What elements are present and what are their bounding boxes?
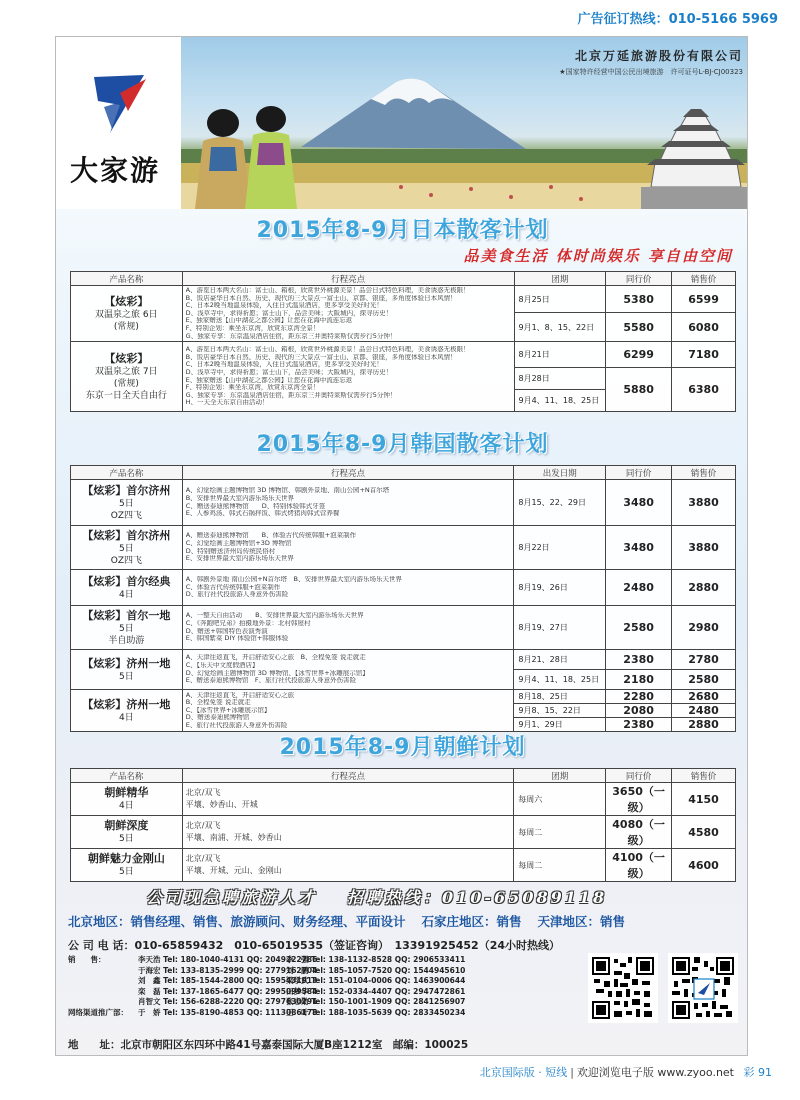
qr-code-icon	[670, 955, 736, 1021]
product-title: 【炫彩】济州一地	[82, 697, 171, 711]
route-line: 北京/双飞	[185, 788, 221, 797]
column-header: 行程亮点	[182, 466, 514, 480]
highlight-line: A、天津往返直飞，开启舒适安心之旅 B、全程免签 说走就走	[185, 654, 366, 662]
departure-date: 每周六	[514, 783, 606, 816]
product-title: 【炫彩】首尔济州	[82, 483, 171, 497]
license-number: ★国家特许经营中国公民出境旅游 许可证号L-BJ-CJ00323	[559, 68, 743, 76]
highlights-cell	[182, 690, 514, 732]
highlight-line: B、饭店豪华日本自然、历史、现代的三大景点一富士山、京都、银座，多角度体验日本风情！	[185, 294, 457, 302]
product-title: 【炫彩】首尔经典	[82, 574, 171, 588]
dprk-section-title: 2015年8-9月朝鲜计划	[279, 735, 526, 760]
departure-date: 9月4、11、18、25日	[514, 670, 606, 690]
highlights-cell	[182, 526, 514, 570]
highlight-line: A、幻觉绘画主题博物馆 3D 博物馆、韩剧外景地、南山公园+N首尔塔	[185, 487, 390, 495]
qr-code-icon	[590, 955, 656, 1021]
table-row	[71, 849, 736, 882]
column-header: 行程亮点	[182, 769, 514, 783]
table-header-row	[71, 769, 736, 783]
highlight-line: E、赠送泰迪熊博物馆 F、旅行社代投旅游人身意外伤害险	[185, 677, 357, 685]
sale-price: 2880	[672, 718, 736, 732]
departure-date: 8月21、28日	[514, 650, 606, 670]
sale-price: 6080	[672, 313, 736, 342]
contact-entry: 王 叶 Tel: 188-1035-5639 QQ: 2833450234	[286, 1007, 466, 1017]
route-line: 平壤、南浦、开城、妙香山	[185, 833, 282, 842]
highlight-line: D、幻觉绘画主题博物馆 3D 博物馆、【冰雪世界+冰雕展示馆】	[185, 669, 369, 677]
column-header: 销售价	[672, 272, 736, 286]
sale-price: 3880	[672, 526, 736, 570]
contact-entry: 栾 磊 Tel: 137-1865-6477 QQ: 2995099584	[138, 986, 318, 996]
product-days: 5日	[118, 623, 134, 634]
highlights-cell	[182, 606, 514, 650]
list-item	[68, 1007, 466, 1018]
departure-date: 8月21日	[514, 342, 606, 368]
highlight-line: A、一整天自由活动 B、安排世界最大室内游乐场乐天世界	[185, 612, 364, 620]
departure-date: 8月25日	[514, 286, 606, 313]
product-note: OZ四飞	[110, 510, 142, 521]
route-line: 平壤、妙香山、开城	[185, 800, 258, 809]
footer-edition: 北京国际版 · 短线	[479, 1066, 568, 1079]
peer-price: 2280	[606, 690, 672, 704]
column-header: 产品名称	[71, 272, 183, 286]
japan-slogan: 品美食生活 体时尚娱乐 享自由空间	[463, 247, 733, 265]
highlight-line: C、日本2晚当地温泉体验，入住日式温泉酒店，更多享受美好时光！	[185, 361, 383, 369]
sale-price: 4150	[672, 783, 736, 816]
product-name-cell	[71, 570, 183, 606]
contact-entry: 张志勋 Tel: 150-1001-1909 QQ: 2841256907	[286, 997, 466, 1007]
footer-site[interactable]: 欢迎浏览电子版 www.zyoo.net	[576, 1066, 734, 1079]
footer-page-number: 彩 91	[743, 1066, 772, 1079]
page-footer: 北京国际版 · 短线 | 欢迎浏览电子版 www.zyoo.net 彩 91	[479, 1066, 772, 1079]
highlight-line: D、旅行社代投旅游人身意外伤害险	[185, 591, 289, 599]
product-days: 4日	[119, 801, 134, 811]
column-header: 销售价	[672, 769, 736, 783]
peer-price: 2480	[606, 570, 672, 606]
sale-price: 6599	[672, 286, 736, 313]
ad-hotline: 广告征订热线：010-5166 5969	[577, 12, 778, 27]
highlight-line: E、独家赠送【山中湖花之都公园】让您在花海中流连忘返	[185, 317, 353, 325]
product-title: 【炫彩】首尔济州	[82, 528, 171, 542]
highlights-cell	[182, 286, 514, 342]
departure-date: 9月1、8、15、22日	[514, 313, 606, 342]
table-row	[71, 690, 736, 704]
product-name-cell	[71, 606, 183, 650]
contact-entry: 于 娇 Tel: 135-8190-4853 QQ: 1113086178	[138, 1007, 318, 1017]
departure-date: 8月28日	[514, 368, 606, 390]
product-name: 双温泉之旅 7日	[95, 366, 158, 377]
table-header-row	[71, 272, 736, 286]
departure-date: 每周二	[514, 849, 606, 882]
table-row	[71, 606, 736, 650]
highlight-line: C、幻觉绘画主题博物馆+3D 博物馆	[185, 539, 292, 547]
departure-date: 8月18、25日	[514, 690, 606, 704]
column-header: 出发日期	[514, 466, 606, 480]
highlight-line: C、体验古代传统韩服+泡菜制作	[185, 583, 281, 591]
recruit-regions	[68, 912, 641, 930]
logo-area	[56, 37, 181, 209]
column-header: 同行价	[606, 272, 672, 286]
peer-price: 2180	[606, 670, 672, 690]
departure-date: 9月8、15、22日	[514, 704, 606, 718]
region-beijing: 北京地区：销售经理、销售、旅游顾问、财务经理、平面设计	[68, 914, 406, 929]
highlight-line: B、安排世界最大室内游乐场乐天世界	[185, 494, 295, 502]
contact-category	[68, 986, 138, 997]
highlight-line: C、日本2晚当地温泉体验，入住日式温泉酒店，更多享受美好时光！	[185, 302, 383, 310]
product-name-cell	[71, 480, 183, 526]
table-row	[71, 480, 736, 526]
product-extra: 东京一日全天自由行	[85, 390, 167, 401]
peer-price: 2380	[606, 650, 672, 670]
product-tag: 【炫彩】	[104, 351, 149, 365]
contact-category	[68, 996, 138, 1007]
highlight-line: A、游览日本两大名山：富士山、箱根，欣赏世外桃源美景！品尝日式特色料理，美食诱惑无极限！	[185, 346, 470, 354]
product-title: 朝鲜深度	[104, 819, 149, 832]
product-name-cell	[71, 849, 183, 882]
sale-price: 4600	[672, 849, 736, 882]
highlights-cell	[182, 650, 514, 690]
product-title: 朝鲜魅力金刚山	[87, 852, 165, 865]
column-header: 产品名称	[71, 769, 183, 783]
contact-entry: 李 强 Tel: 138-1132-8528 QQ: 2906533411	[286, 955, 466, 964]
highlight-line: C、《奔跑吧兄弟》拍摄地外景：北村韩屋村	[185, 619, 311, 627]
highlight-line: B、全程免签 说走就走	[185, 699, 251, 707]
sale-price: 2780	[672, 650, 736, 670]
korea-tour-table	[70, 465, 736, 732]
company-phone: 公 司 电 话：010-65859432 010-65019535（签证咨询） 13391925452（24小时热线）	[68, 939, 561, 952]
japan-tour-table	[70, 271, 736, 412]
product-name: 双温泉之旅 6日	[95, 309, 158, 320]
departure-date: 9月1、29日	[514, 718, 606, 732]
sale-price: 7180	[672, 342, 736, 368]
sale-price: 2880	[672, 570, 736, 606]
product-subtitle: (常规)	[113, 321, 139, 332]
departure-date: 8月15、22、29日	[514, 480, 606, 526]
product-days: 5日	[118, 543, 134, 554]
company-address: 地 址：北京市朝阳区东四环中路41号嘉泰国际大厦B座1212室 邮编：100025	[68, 1039, 469, 1051]
highlight-line: G、独家专享：东京温泉酒店住宿，距东京三井奥特莱斯仅需步行5分钟！	[185, 391, 397, 399]
advertisement-page	[55, 36, 748, 1056]
departure-date: 9月4、11、18、25日	[514, 390, 606, 412]
contact-entry: 李天浩 Tel: 180-1040-4131 QQ: 2049222786	[138, 955, 318, 964]
sale-price: 3880	[672, 480, 736, 526]
peer-price: 6299	[606, 342, 672, 368]
product-days: 5日	[118, 671, 134, 682]
highlight-line: A、游览日本两大名山：富士山、箱根，欣赏世外桃源美景！品尝日式特色料理，美食诱惑无极限！	[185, 287, 470, 294]
table-row	[71, 650, 736, 670]
peer-price: 2380	[606, 718, 672, 732]
table-row	[71, 783, 736, 816]
list-item	[68, 986, 466, 997]
highlight-line: D、浅草寺中，求得祈愿；富士山下，品尝美味；大阪城内，探寻历史！	[185, 369, 393, 377]
table-header-row	[71, 466, 736, 480]
peer-price: 3480	[606, 526, 672, 570]
product-title: 【炫彩】济州一地	[82, 656, 171, 670]
peer-price: 2580	[606, 606, 672, 650]
sales-contact-list	[68, 954, 466, 1018]
recruit-banner	[146, 885, 607, 908]
highlight-line: F、特别企划：乘坐东京湾，欣赏东京湾全景！	[185, 324, 320, 332]
peer-price: 2080	[606, 704, 672, 718]
product-name-cell	[71, 690, 183, 732]
korea-section-title: 2015年8-9月韩国散客计划	[256, 432, 549, 457]
sale-price: 2480	[672, 704, 736, 718]
japan-section-title: 2015年8-9月日本散客计划	[256, 218, 549, 243]
route-line: 平壤、开城、元山、金刚山	[185, 866, 282, 875]
dprk-tour-table	[70, 768, 736, 882]
contact-entry: 刘 鑫 Tel: 185-1544-2800 QQ: 1595431913	[138, 976, 318, 986]
highlight-line: A、天津往返直飞，开启舒适安心之旅	[185, 691, 295, 699]
peer-price: 5580	[606, 313, 672, 342]
product-title: 【炫彩】首尔一地	[82, 608, 171, 622]
banner-image	[181, 37, 748, 209]
contact-entry: 梁学武 Tel: 151-0104-0006 QQ: 1463900644	[286, 976, 466, 986]
highlight-line: D、赠送泰迪熊博物馆	[185, 714, 250, 722]
product-name-cell	[71, 783, 183, 816]
list-item	[68, 954, 466, 965]
product-note: OZ四飞	[110, 555, 142, 566]
contact-category: 销 售：	[68, 955, 106, 964]
highlight-line: E、韩国紫菜 DIY 体验馆+韩服体验	[185, 635, 289, 643]
column-header: 团期	[514, 769, 606, 783]
product-days: 5日	[119, 867, 134, 877]
highlights-cell	[182, 480, 514, 526]
table-row	[71, 816, 736, 849]
column-header: 产品名称	[71, 466, 183, 480]
product-name-cell	[71, 342, 183, 412]
peer-price: 3480	[606, 480, 672, 526]
contact-category	[68, 965, 138, 976]
product-days: 4日	[118, 589, 134, 600]
product-note: 半自助游	[108, 635, 145, 646]
product-days: 4日	[118, 712, 134, 723]
peer-price: 4100（一级）	[606, 849, 672, 882]
qr-code-weibo[interactable]	[668, 953, 738, 1023]
highlights-cell	[182, 816, 514, 849]
contact-entry: 于海宏 Tel: 133-8135-2999 QQ: 2779162704	[138, 965, 318, 975]
highlight-line: H、一天全天东京自由活动！	[185, 399, 269, 407]
product-name-cell	[71, 286, 183, 342]
highlight-line: B、饭店豪华日本自然、历史、现代的三大景点一富士山、京都、银座，多角度体验日本风情！	[185, 353, 457, 361]
product-name-cell	[71, 650, 183, 690]
sale-price: 2580	[672, 670, 736, 690]
list-item	[68, 975, 466, 986]
sale-price: 4580	[672, 816, 736, 849]
route-line: 北京/双飞	[185, 821, 221, 830]
product-tag: 【炫彩】	[104, 294, 149, 308]
product-name-cell	[71, 816, 183, 849]
column-header: 销售价	[672, 466, 736, 480]
departure-date: 8月19、26日	[514, 570, 606, 606]
qr-code-wechat[interactable]	[588, 953, 658, 1023]
peer-price: 4080（一级）	[606, 816, 672, 849]
highlight-line: A、赠送泰迪熊博物馆 B、体验古代传统韩服+泡菜制作	[185, 532, 357, 540]
column-header: 团期	[514, 272, 606, 286]
table-row	[71, 342, 736, 368]
product-days: 5日	[118, 498, 134, 509]
highlight-line: C、【冰雪世界+冰雕展示馆】	[185, 706, 271, 714]
contact-category: 网络渠道推广部：	[68, 1007, 128, 1017]
contact-entry: 肖智文 Tel: 156-6288-2220 QQ: 2797630291	[138, 997, 318, 1007]
highlight-line: E、安排世界最大室内游乐场乐天世界	[185, 555, 294, 563]
departure-date: 8月22日	[514, 526, 606, 570]
table-row	[71, 570, 736, 606]
region-shijiazhuang: 石家庄地区：销售	[421, 914, 522, 929]
peer-price: 5380	[606, 286, 672, 313]
sale-price: 2980	[672, 606, 736, 650]
region-tianjin: 天津地区：销售	[537, 914, 626, 929]
recruit-hotline: 招聘热线：010-65089118	[347, 888, 608, 907]
list-item	[68, 965, 466, 976]
sale-price: 6380	[672, 368, 736, 412]
contact-entry: 刘 鹏 Tel: 185-1057-7520 QQ: 1544945610	[286, 965, 466, 975]
company-name: 北京万延旅游股份有限公司	[574, 49, 743, 63]
highlights-cell	[182, 849, 514, 882]
highlight-line: D、浅草寺中，求得祈愿；富士山下，品尝美味；大阪城内，探寻历史！	[185, 309, 393, 317]
highlight-line: C、【乐天中文度假酒店】	[185, 661, 259, 669]
highlight-line: E、旅行社代投旅游人身意外伤害险	[185, 721, 288, 729]
highlights-cell	[182, 783, 514, 816]
table-row	[71, 286, 736, 313]
highlight-line: E、独家赠送【山中湖花之都公园】让您在花海中流连忘返	[185, 376, 353, 384]
sale-price: 2680	[672, 690, 736, 704]
highlight-line: F、特别企划：乘坐东京湾，欣赏东京湾全景！	[185, 384, 320, 392]
column-header: 同行价	[606, 466, 672, 480]
product-subtitle: (常规)	[113, 378, 139, 389]
departure-date: 8月19、27日	[514, 606, 606, 650]
highlight-line: D、特别赠送济州岛传统民俗村	[185, 547, 276, 555]
peer-price: 3650（一级）	[606, 783, 672, 816]
departure-date: 每周二	[514, 816, 606, 849]
table-row	[71, 526, 736, 570]
company-info	[559, 47, 743, 77]
list-item	[68, 996, 466, 1007]
column-header: 同行价	[606, 769, 672, 783]
route-line: 北京/双飞	[185, 854, 221, 863]
highlight-line: D、赠送+韩国特色表演秀演	[185, 627, 268, 635]
brand-name: 大家游	[70, 154, 161, 187]
brand-logo-icon	[90, 71, 150, 141]
product-name-cell	[71, 526, 183, 570]
highlight-line: G、独家专享：东京温泉酒店住宿，距东京三井奥特莱斯仅需步行5分钟！	[185, 332, 397, 340]
highlights-cell	[182, 342, 514, 412]
recruit-text: 公司现急聘旅游人才	[146, 888, 318, 907]
highlight-line: C、赠送泰迪熊博物馆 D、特别体验韩式牙签	[185, 502, 326, 510]
highlight-line: E、人参鸡汤、韩式石锅拌饭、韩式烤猪肉韩式营养餐	[185, 510, 340, 518]
peer-price: 5880	[606, 368, 672, 412]
product-title: 朝鲜精华	[104, 786, 149, 799]
highlight-line: A、韩剧外景地 南山公园+N首尔塔 B、安排世界最大室内游乐场乐天世界	[185, 576, 402, 584]
product-days: 5日	[119, 834, 134, 844]
contact-entry: 田梦华 Tel: 152-0334-4407 QQ: 2947472861	[286, 986, 466, 996]
highlights-cell	[182, 570, 514, 606]
contact-category	[68, 975, 138, 986]
column-header: 行程亮点	[182, 272, 514, 286]
